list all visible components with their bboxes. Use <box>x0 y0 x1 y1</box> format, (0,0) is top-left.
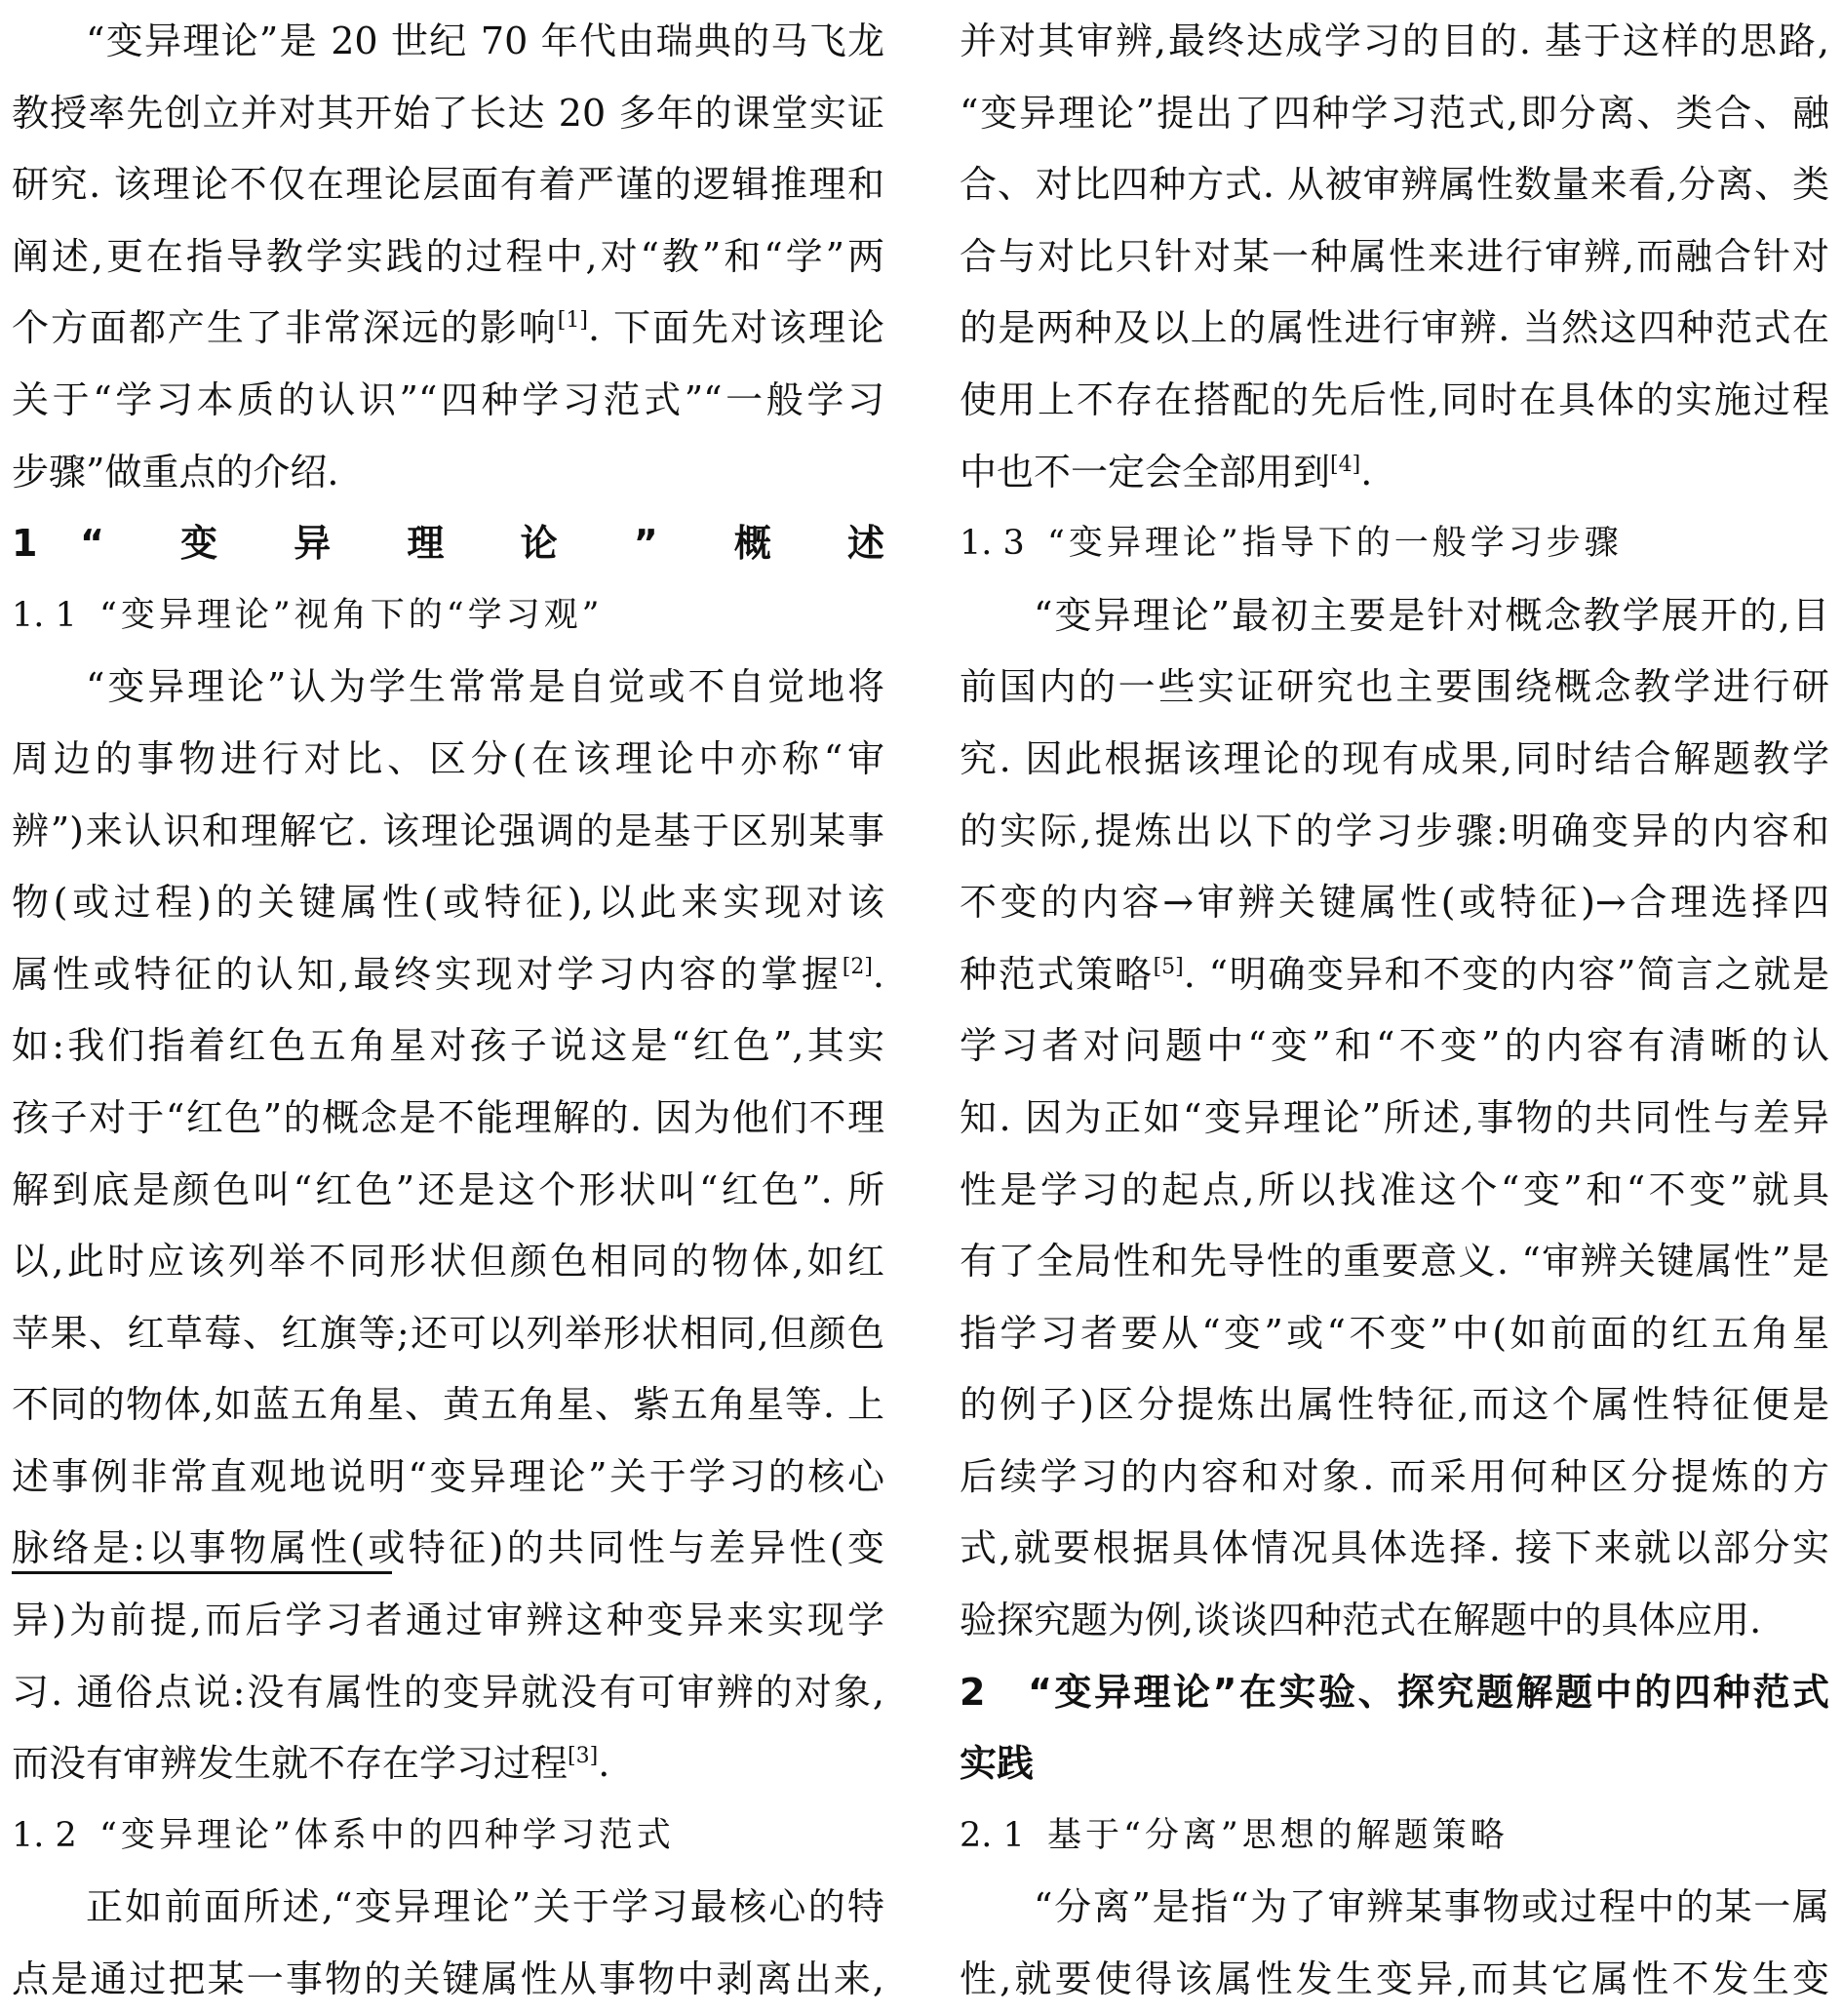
text-line <box>12 1298 884 1370</box>
text-line <box>960 580 1829 652</box>
line-text: 异)为前提,而后学习者通过审辨这种变异来实现学 <box>12 1599 884 1642</box>
text-line <box>12 939 884 1011</box>
line-text: 正如前面所述,“变异理论”关于学习最核心的特 <box>86 1885 884 1929</box>
line-text: 验探究题为例,谈谈四种范式在解题中的具体应用. <box>960 1599 1762 1642</box>
line-text-tail: . <box>598 1742 610 1786</box>
line-text: 究. 因此根据该理论的现有成果,同时结合解题教学 <box>960 736 1829 780</box>
citation-marker: [5] <box>1153 954 1184 979</box>
line-text: 学习者对问题中“变”和“不变”的内容有清晰的认 <box>960 1024 1829 1068</box>
line-text: 步骤”做重点的介绍. <box>12 450 339 494</box>
text-line <box>12 652 884 724</box>
text-line <box>960 1083 1829 1155</box>
text-line <box>12 78 884 150</box>
subsection-heading <box>12 1800 884 1873</box>
text-line <box>12 1513 884 1585</box>
text-line <box>960 796 1829 868</box>
text-line <box>960 149 1829 221</box>
line-text: “变异理论”是 20 世纪 70 年代由瑞典的马飞龙 <box>86 20 884 62</box>
text-line <box>12 1083 884 1155</box>
citation-marker: [3] <box>568 1744 599 1769</box>
text-line <box>12 365 884 437</box>
text-line <box>960 1585 1829 1657</box>
text-line <box>960 1944 1829 2016</box>
line-text: 点是通过把某一事物的关键属性从事物中剥离出来, <box>12 1957 884 2001</box>
line-text: “变异理论”最初主要是针对概念教学展开的,目 <box>1034 593 1829 637</box>
text-line <box>12 724 884 796</box>
text-line <box>960 78 1829 150</box>
line-text: 而没有审辨发生就不存在学习过程 <box>12 1742 569 1786</box>
text-line <box>12 1728 884 1800</box>
line-text: 的实际,提炼出以下的学习步骤:明确变异的内容和 <box>960 809 1829 852</box>
line-text: 基于“分离”思想的解题策略 <box>1047 1815 1509 1855</box>
line-text: 周边的事物进行对比、区分(在该理论中亦称“审 <box>12 736 884 780</box>
line-text-tail: . 下面先对该理论 <box>587 306 884 350</box>
citation-marker: [4] <box>1330 452 1361 477</box>
text-line <box>960 365 1829 437</box>
section-heading <box>960 1728 1829 1800</box>
line-text-tail: . <box>1360 450 1373 494</box>
line-text: 不变的内容→审辨关键属性(或特征)→合理选择四 <box>960 881 1829 925</box>
line-text: 关于“学习本质的认识”“四种学习范式”“一般学习 <box>12 377 884 421</box>
line-text: “变异理论”在实验、探究题解题中的四种范式 <box>1028 1670 1829 1714</box>
line-text: 解到底是颜色叫“红色”还是这个形状叫“红色”. 所 <box>12 1167 884 1211</box>
line-text: 合、对比四种方式. 从被审辨属性数量来看,分离、类 <box>960 163 1829 207</box>
citation-marker: [2] <box>842 954 873 979</box>
section-heading <box>12 508 884 580</box>
text-line <box>12 1872 884 1944</box>
text-line <box>960 437 1829 509</box>
line-text: 使用上不存在搭配的先后性,同时在具体的实施过程 <box>960 377 1829 421</box>
section-number: 2. 1 <box>960 1815 1025 1855</box>
line-text: 指学习者要从“变”或“不变”中(如前面的红五角星 <box>960 1311 1829 1355</box>
line-text-tail: . <box>872 952 884 996</box>
line-text: 苹果、红草莓、红旗等;还可以列举形状相同,但颜色 <box>12 1311 884 1355</box>
line-text: “变异理论”视角下的“学习观” <box>99 595 604 635</box>
right-column <box>960 6 1829 2016</box>
text-line <box>12 6 884 78</box>
section-number: 1. 3 <box>960 524 1025 564</box>
subsection-heading <box>960 1800 1829 1873</box>
line-text: 知. 因为正如“变异理论”所述,事物的共同性与差异 <box>960 1095 1829 1139</box>
text-line <box>12 1155 884 1227</box>
text-line <box>960 1872 1829 1944</box>
section-heading <box>960 1657 1829 1729</box>
line-text: 属性或特征的认知,最终实现对学习内容的掌握 <box>12 952 843 996</box>
line-text: 的例子)区分提炼出属性特征,而这个属性特征便是 <box>960 1383 1829 1427</box>
line-text: 习. 通俗点说:没有属性的变异就没有可审辨的对象, <box>12 1670 884 1714</box>
line-text: 的是两种及以上的属性进行审辨. 当然这四种范式在 <box>960 306 1829 350</box>
text-line <box>960 6 1829 78</box>
text-line <box>960 1442 1829 1514</box>
line-text: 不同的物体,如蓝五角星、黄五角星、紫五角星等. 上 <box>12 1383 884 1427</box>
line-text: 后续学习的内容和对象. 而采用何种区分提炼的方 <box>960 1454 1829 1498</box>
text-line <box>960 1298 1829 1370</box>
line-text: 孩子对于“红色”的概念是不能理解的. 因为他们不理 <box>12 1095 884 1139</box>
text-line <box>960 1513 1829 1585</box>
text-line <box>12 1657 884 1729</box>
line-text: 脉络是:以事物属性(或特征)的共同性与差异性(变 <box>12 1526 884 1570</box>
citation-marker: [1] <box>557 308 588 334</box>
text-line <box>960 1369 1829 1442</box>
text-line <box>960 1155 1829 1227</box>
text-line <box>12 1226 884 1298</box>
line-text: “变异理论”指导下的一般学习步骤 <box>1047 524 1623 564</box>
text-line <box>960 1010 1829 1083</box>
line-text: 合与对比只针对某一种属性来进行审辨,而融合针对 <box>960 234 1829 278</box>
section-number: 1. 2 <box>12 1815 77 1855</box>
text-line <box>12 149 884 221</box>
line-text: “分离”是指“为了审辨某事物或过程中的某一属 <box>1034 1885 1829 1929</box>
line-text: “变异理论”体系中的四种学习范式 <box>99 1815 675 1855</box>
line-text: 有了全局性和先导性的重要意义. “审辨关键属性”是 <box>960 1240 1829 1284</box>
line-text: 式,就要根据具体情况具体选择. 接下来就以部分实 <box>960 1526 1829 1570</box>
line-text: 辨”)来认识和理解它. 该理论强调的是基于区别某事 <box>12 809 884 852</box>
line-text: 研究. 该理论不仅在理论层面有着严谨的逻辑推理和 <box>12 163 884 207</box>
line-text: 中也不一定会全部用到 <box>960 450 1331 494</box>
line-text: 实践 <box>960 1742 1035 1786</box>
line-text-tail: . “明确变异和不变的内容”简言之就是 <box>1183 952 1829 996</box>
text-line <box>960 293 1829 365</box>
text-line <box>12 437 884 509</box>
text-line <box>960 652 1829 724</box>
section-number: 1. 1 <box>12 595 77 635</box>
subsection-heading <box>960 508 1829 580</box>
text-line <box>960 1226 1829 1298</box>
line-text: “变异理论”提出了四种学习范式,即分离、类合、融 <box>960 91 1829 135</box>
text-line <box>12 1585 884 1657</box>
left-column <box>12 6 884 2016</box>
line-text: 以,此时应该列举不同形状但颜色相同的物体,如红 <box>12 1240 884 1284</box>
line-text: 述事例非常直观地说明“变异理论”关于学习的核心 <box>12 1454 884 1498</box>
footnote-rule <box>12 1571 392 1574</box>
text-line <box>12 221 884 294</box>
section-number: 1 <box>12 522 38 566</box>
text-line <box>960 221 1829 294</box>
line-text: 种范式策略 <box>960 952 1154 996</box>
line-text: 性是学习的起点,所以找准这个“变”和“不变”就具 <box>960 1167 1829 1211</box>
line-text: 阐述,更在指导教学实践的过程中,对“教”和“学”两 <box>12 234 884 278</box>
text-line <box>12 1442 884 1514</box>
text-line <box>12 867 884 939</box>
line-text: 物(或过程)的关键属性(或特征),以此来实现对该 <box>12 881 884 925</box>
line-text: 前国内的一些实证研究也主要围绕概念教学进行研 <box>960 665 1829 709</box>
line-text: “变异理论”认为学生常常是自觉或不自觉地将 <box>86 665 884 709</box>
text-line <box>960 724 1829 796</box>
text-line <box>12 1010 884 1083</box>
text-line <box>12 796 884 868</box>
text-line <box>12 1944 884 2016</box>
line-text: 性,就要使得该属性发生变异,而其它属性不发生变 <box>960 1957 1829 2001</box>
line-text: 教授率先创立并对其开始了长达 20 多年的课堂实证 <box>12 91 884 135</box>
section-number: 2 <box>960 1670 986 1714</box>
subsection-heading <box>12 580 884 652</box>
text-line <box>960 867 1829 939</box>
line-text: 并对其审辨,最终达成学习的目的. 基于这样的思路, <box>960 20 1829 62</box>
line-text: 个方面都产生了非常深远的影响 <box>12 306 558 350</box>
text-line <box>12 293 884 365</box>
line-text: 如:我们指着红色五角星对孩子说这是“红色”,其实 <box>12 1024 884 1068</box>
line-text: “变异理论”概述 <box>80 522 884 566</box>
text-line <box>960 939 1829 1011</box>
text-line <box>12 1369 884 1442</box>
